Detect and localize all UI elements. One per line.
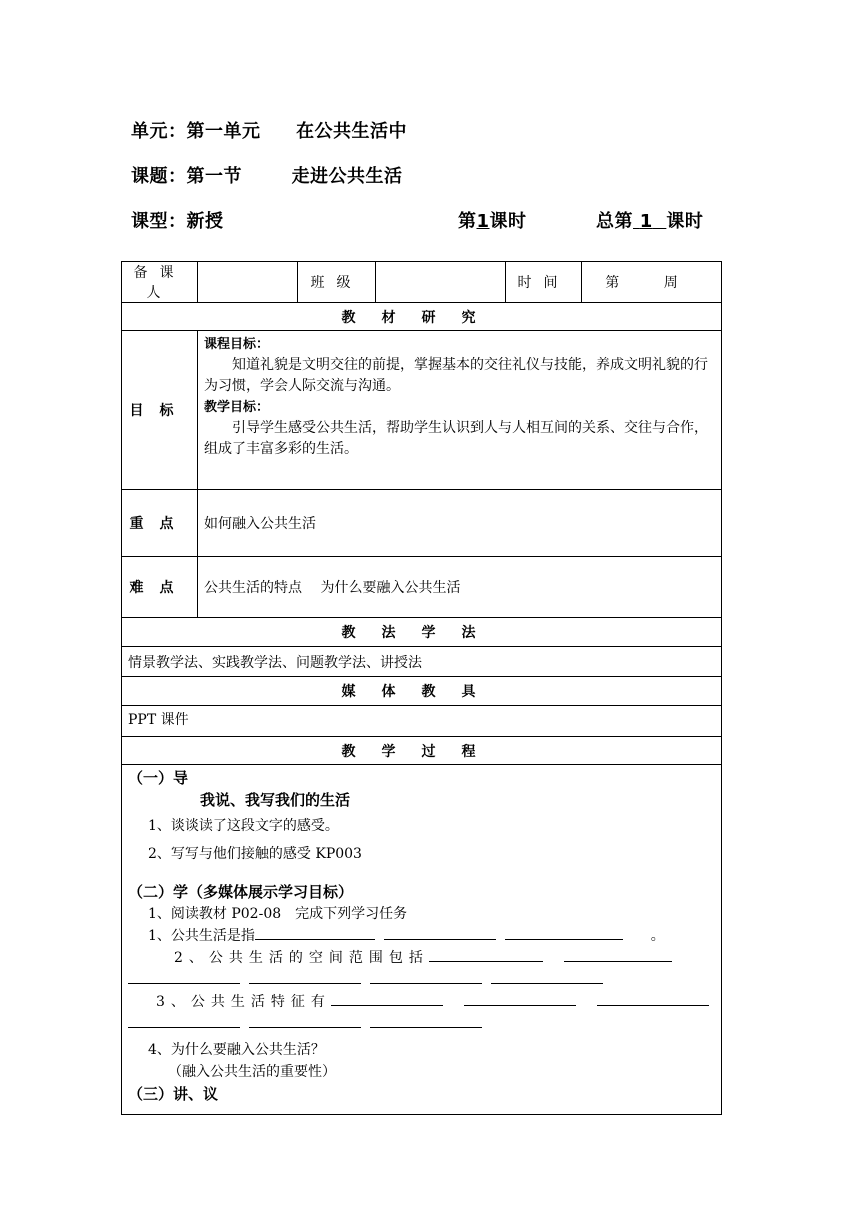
media-row (122, 706, 722, 737)
total-period-count (596, 207, 703, 233)
section-one-title: （一）导 (128, 769, 189, 787)
lesson-plan-table (121, 261, 722, 1115)
section-row (122, 737, 722, 765)
teach-goal-title: 教学目标： (204, 400, 270, 415)
total-number: 1 (639, 211, 653, 232)
course-goal-title: 课程目标： (204, 337, 270, 352)
question-2-blanks (128, 969, 715, 991)
course-goal-text: 知道礼貌是文明交往的前提，掌握基本的交往礼仪与技能，养成文明礼貌的行为习惯，学会人际交流与沟通。 (204, 357, 708, 394)
time-label: 时间 (506, 262, 582, 303)
total-suffix: 课时 (666, 211, 704, 232)
difficulty-label: 难点 (122, 557, 198, 618)
methods-text: 情景教学法、实践教学法、问题教学法、讲授法 (122, 647, 722, 677)
process-title: 教学过程 (122, 737, 722, 765)
section-one-item-1: 1、谈谈读了这段文字的感受。 (148, 818, 339, 834)
goal-row (122, 331, 722, 490)
period-suffix: 课时 (489, 211, 527, 232)
unit-title: 在公共生活中 (296, 121, 408, 142)
period-count (458, 207, 527, 233)
section-row (122, 618, 722, 647)
methods-row (122, 647, 722, 677)
process-row (122, 765, 722, 1115)
section-one-subtitle: 我说、我写我们的生活 (200, 791, 351, 809)
question-1: 1、公共生活是指 。 (128, 925, 715, 947)
media-title: 媒体教具 (122, 677, 722, 706)
type-label: 课型：新授 (131, 211, 224, 232)
topic-title: 走进公共生活 (291, 166, 403, 187)
methods-title: 教法学法 (122, 618, 722, 647)
section-row (122, 303, 722, 331)
class-value (376, 262, 506, 303)
topic-label: 课题：第一节 (131, 166, 242, 187)
key-label: 重点 (122, 490, 198, 557)
period-prefix: 第 (458, 211, 477, 232)
question-4-note: （融入公共生活的重要性） (168, 1064, 336, 1080)
section-two-item-1: 1、阅读教材 P02-08 完成下列学习任务 (148, 906, 408, 922)
info-row (122, 262, 722, 303)
section-two-title: （二）学（多媒体展示学习目标） (128, 883, 354, 901)
total-prefix: 总第 (596, 211, 633, 232)
difficulty-row (122, 557, 722, 618)
goal-content (198, 331, 722, 490)
preparer-label: 备课人 (122, 262, 198, 303)
question-2: 2、公共生活的空间范围包括 (128, 947, 715, 969)
process-content (122, 765, 722, 1115)
key-text: 如何融入公共生活 (198, 490, 722, 557)
question-4: 4、为什么要融入公共生活？ (148, 1042, 325, 1058)
key-row (122, 490, 722, 557)
section-three-title: （三）讲、议 (128, 1085, 219, 1103)
question-3-blanks (128, 1013, 715, 1035)
difficulty-text: 公共生活的特点 为什么要融入公共生活 (198, 557, 722, 618)
section-row (122, 677, 722, 706)
unit-line (131, 117, 407, 143)
unit-label: 单元：第一单元 (131, 121, 261, 142)
week-label: 第 周 (582, 262, 722, 303)
preparer-value (198, 262, 298, 303)
class-label: 班级 (298, 262, 376, 303)
media-text: PPT 课件 (122, 706, 722, 737)
material-research-title: 教材研究 (122, 303, 722, 331)
topic-line (131, 162, 403, 188)
period-number: 1 (476, 211, 490, 232)
teach-goal-text: 引导学生感受公共生活，帮助学生认识到人与人相互间的关系、交往与合作，组成了丰富多彩的生活。 (204, 420, 708, 457)
section-one-item-2: 2、写写与他们接触的感受 KP003 (148, 846, 362, 862)
goal-label: 目标 (122, 331, 198, 490)
question-3: 3、公共生活特征有 (128, 991, 715, 1013)
